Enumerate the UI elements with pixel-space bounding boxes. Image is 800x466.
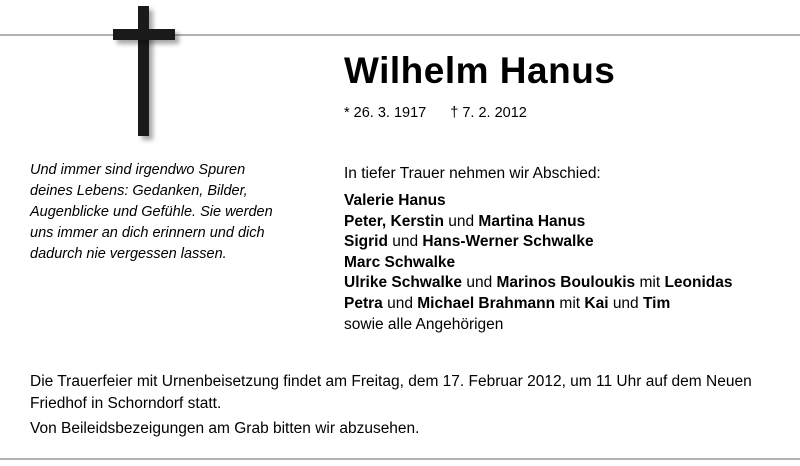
funeral-details [30,371,772,440]
family-name-6: Petra und Michael Brahmann mit Kai und Tim [344,294,671,312]
family-name-4: Marc Schwalke [344,253,456,271]
birth-date: * 26. 3. 1917 [344,105,427,121]
life-dates [344,105,527,121]
family-line-4 [344,253,733,274]
family-line-5 [344,273,733,294]
family-list [344,191,733,335]
family-name-5: Ulrike Schwalke und Marinos Bouloukis mit Leonidas [344,274,733,292]
family-line-2 [344,212,733,233]
christian-cross-icon [108,6,188,136]
bottom-divider [0,458,800,460]
family-name-3: Sigrid und Hans-Werner Schwalke [344,233,594,251]
mourning-intro: In tiefer Trauer nehmen wir Abschied: [344,165,601,182]
family-line-3 [344,232,733,253]
funeral-line-1: Die Trauerfeier mit Urnenbeisetzung findet am Freitag, dem 17. Februar 2012, um 11 Uhr auf dem Neuen [30,373,752,390]
cross-vertical-bar [138,6,149,136]
funeral-line-3: Von Beileidsbezeigungen am Grab bitten wir abzusehen. [30,420,420,437]
cross-horizontal-bar [113,29,175,40]
memorial-verse: Und immer sind irgendwo Spuren deines Lebens: Gedanken, Bilder, Augenblicke und Gefühle. Sie werden uns immer an dich erinnern und dich dadurch nie vergessen lassen. [30,162,273,262]
family-line-6 [344,294,733,315]
family-line-1 [344,191,733,212]
family-name-1: Valerie Hanus [344,192,446,209]
family-line-7: sowie alle Angehörigen [344,315,504,333]
death-date: † 7. 2. 2012 [450,105,527,121]
funeral-line-2: Friedhof in Schorndorf statt. [30,395,222,412]
family-name-2: Peter, Kerstin und Martina Hanus [344,212,586,230]
deceased-name: Wilhelm Hanus [344,50,616,91]
